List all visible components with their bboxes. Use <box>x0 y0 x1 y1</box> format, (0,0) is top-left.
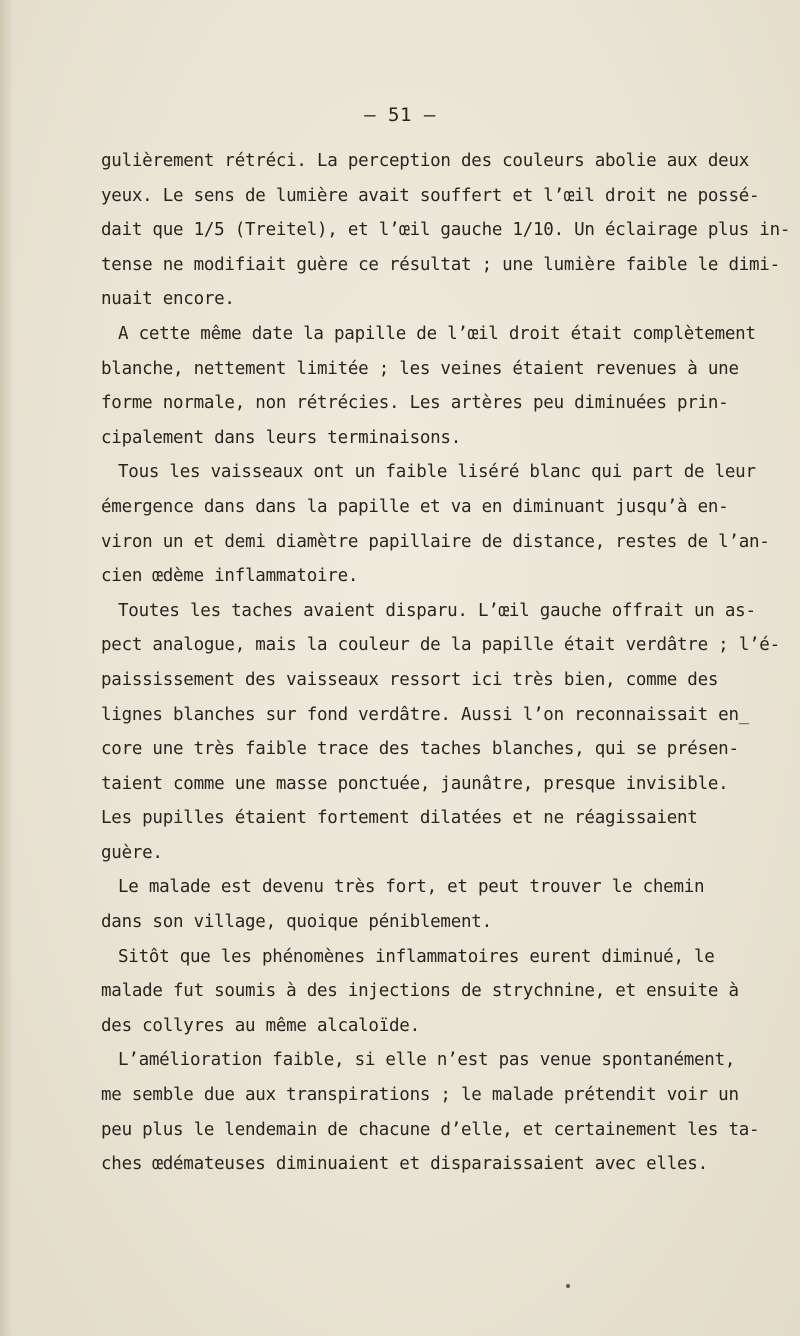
text-line: dans son village, quoique péniblement. <box>101 912 492 933</box>
text-line: dait que 1/5 (Treitel), et l’œil gauche 1/10. Un éclairage plus in- <box>101 220 791 241</box>
text-line: cipalement dans leurs terminaisons. <box>101 427 462 448</box>
text-line: me semble due aux transpirations ; le malade prétendit voir un <box>101 1085 739 1106</box>
text-line: Les pupilles étaient fortement dilatées et ne réagissaient <box>101 808 698 829</box>
text-line: gulièrement rétréci. La perception des couleurs abolie aux deux <box>101 151 750 171</box>
text-line: émergence dans dans la papille et va en diminuant jusqu’à en- <box>101 496 729 517</box>
text-line: ches œdémateuses diminuaient et disparaissaient avec elles. <box>101 1154 708 1175</box>
text-line: cien œdème inflammatoire. <box>101 566 359 587</box>
text-line: yeux. Le sens de lumière avait souffert et l’œil droit ne possé- <box>101 185 760 206</box>
text-line: L’amélioration faible, si elle n’est pas venue spontanément, <box>118 1050 736 1071</box>
body-text <box>101 144 791 1182</box>
text-line: paississement des vaisseaux ressort ici très bien, comme des <box>101 669 719 690</box>
text-line: nuait encore. <box>101 289 235 310</box>
text-line: forme normale, non rétrécies. Les artères peu diminuées prin- <box>101 393 729 414</box>
ink-speck <box>566 1284 570 1288</box>
text-line: taient comme une masse ponctuée, jaunâtre, presque invisible. <box>101 773 729 794</box>
text-line: blanche, nettement limitée ; les veines étaient revenues à une <box>101 358 739 379</box>
text-line: peu plus le lendemain de chacune d’elle, et certainement les ta- <box>101 1119 760 1140</box>
text-line: Toutes les taches avaient disparu. L’œil gauche offrait un as- <box>118 600 756 621</box>
text-line: lignes blanches sur fond verdâtre. Aussi l’on reconnaissait en_ <box>101 704 750 725</box>
text-line: Tous les vaisseaux ont un faible liséré blanc qui part de leur <box>118 462 756 483</box>
text-line: A cette même date la papille de l’œil droit était complètement <box>118 323 756 344</box>
text-line: des collyres au même alcaloïde. <box>101 1015 420 1036</box>
text-line: pect analogue, mais la couleur de la papille était verdâtre ; l’é- <box>101 635 780 656</box>
text-line: Sitôt que les phénomènes inflammatoires eurent diminué, le <box>118 946 715 967</box>
text-line: tense ne modifiait guère ce résultat ; une lumière faible le dimi- <box>101 254 780 275</box>
text-line: viron un et demi diamètre papillaire de distance, restes de l’an- <box>101 531 770 552</box>
text-line: guère. <box>101 842 163 863</box>
binding-edge <box>0 0 12 1336</box>
text-line: core une très faible trace des taches blanches, qui se présen- <box>101 739 739 760</box>
text-line: malade fut soumis à des injections de strychnine, et ensuite à <box>101 981 739 1002</box>
page-number: — 51 — <box>364 104 436 126</box>
text-line: Le malade est devenu très fort, et peut trouver le chemin <box>118 877 705 898</box>
